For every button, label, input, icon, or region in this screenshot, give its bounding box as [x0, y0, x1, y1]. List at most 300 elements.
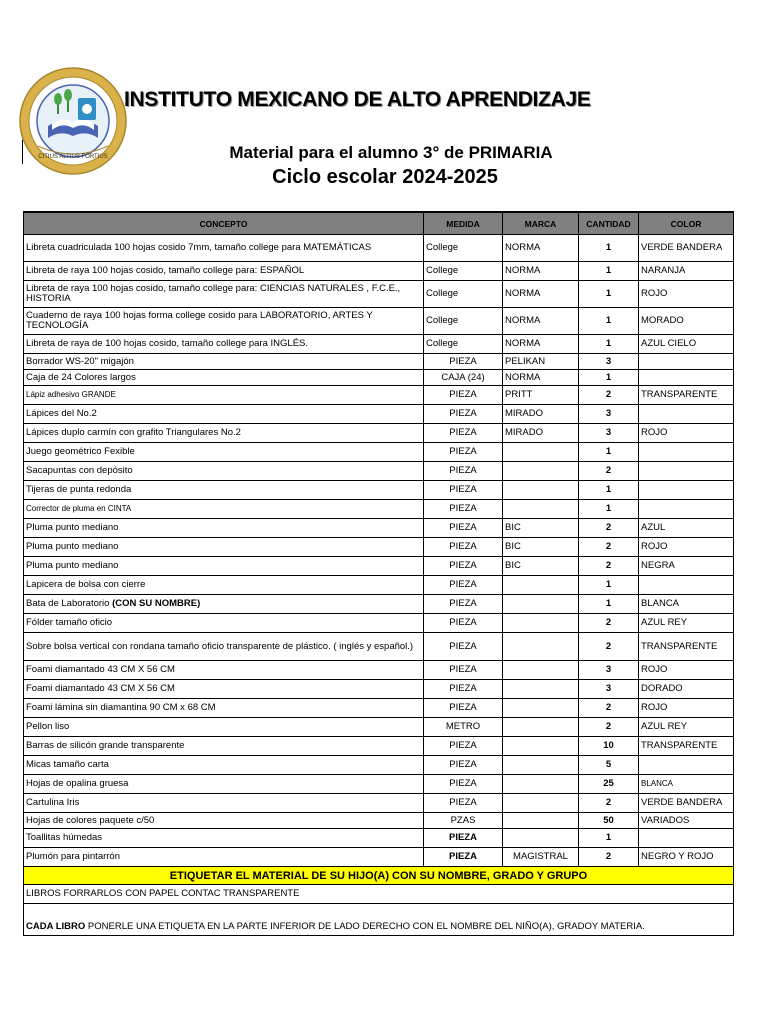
unit-cell — [424, 462, 503, 481]
color-cell — [639, 737, 734, 756]
unit-cell — [424, 680, 503, 699]
quantity-cell — [579, 235, 639, 262]
brand-cell-text: NORMA — [505, 371, 541, 383]
concept-cell-text: Libreta cuadriculada 100 hojas cosido 7mm, tamaño college para MATEMÁTICAS — [26, 242, 372, 253]
quantity-cell — [579, 614, 639, 633]
concept-cell — [24, 661, 424, 680]
quantity-cell-text: 1 — [605, 579, 612, 590]
color-cell — [639, 813, 734, 829]
brand-cell-text: PRITT — [505, 389, 533, 400]
brand-cell — [503, 335, 579, 354]
quantity-cell — [579, 405, 639, 424]
table-row — [24, 500, 734, 519]
unit-cell-text: PIEZA — [449, 355, 477, 367]
concept-cell — [24, 829, 424, 848]
brand-cell-text: NORMA — [505, 265, 541, 276]
color-cell — [639, 614, 734, 633]
quantity-cell — [579, 386, 639, 405]
quantity-cell-text: 1 — [605, 338, 612, 349]
unit-cell — [424, 262, 503, 281]
unit-cell — [424, 370, 503, 386]
unit-cell — [424, 424, 503, 443]
color-cell — [639, 557, 734, 576]
color-cell-text: AZUL REY — [641, 617, 688, 628]
quantity-cell-text: 2 — [605, 617, 612, 628]
color-cell-text: BLANCA — [641, 779, 674, 788]
brand-cell-text: BIC — [505, 560, 521, 571]
concept-cell-text: Borrador WS-20" migajón — [26, 355, 134, 367]
table-row — [24, 308, 734, 335]
column-header: CANTIDAD — [579, 212, 639, 235]
quantity-cell — [579, 262, 639, 281]
quantity-cell — [579, 281, 639, 308]
book-label-note — [24, 904, 734, 936]
column-header: CONCEPTO — [24, 212, 424, 235]
unit-cell — [424, 443, 503, 462]
unit-cell-text: PIEZA — [449, 560, 477, 571]
unit-cell-text: PIEZA — [449, 851, 477, 862]
concept-cell — [24, 424, 424, 443]
color-cell-text: ROJO — [641, 288, 668, 299]
unit-cell-text: PIEZA — [449, 797, 477, 808]
concept-cell-text: Libreta de raya 100 hojas cosido, tamaño college para: ESPAÑOL — [26, 265, 305, 276]
table-row — [24, 538, 734, 557]
color-cell — [639, 699, 734, 718]
brand-cell-text: BIC — [505, 541, 521, 552]
quantity-cell-text: 50 — [603, 814, 614, 826]
color-cell-text: ROJO — [641, 664, 668, 675]
color-cell — [639, 281, 734, 308]
table-row — [24, 813, 734, 829]
unit-cell — [424, 813, 503, 829]
brand-cell — [503, 614, 579, 633]
quantity-cell — [579, 576, 639, 595]
concept-cell-text: Libreta de raya de 100 hojas cosido, tamaño college para INGLÉS. — [26, 338, 309, 349]
unit-cell-text: PIEZA — [449, 617, 477, 628]
unit-cell-text: PIEZA — [449, 408, 477, 419]
concept-cell — [24, 614, 424, 633]
concept-cell-text: Plumón para pintarrón — [26, 851, 120, 862]
quantity-cell-text: 3 — [605, 355, 612, 367]
quantity-cell — [579, 775, 639, 794]
concept-cell — [24, 519, 424, 538]
quantity-cell-text: 2 — [605, 465, 612, 476]
color-cell — [639, 481, 734, 500]
quantity-cell — [579, 633, 639, 661]
unit-cell-text: PIEZA — [449, 832, 477, 843]
concept-cell-text: Lápiz adhesivo GRANDE — [26, 390, 116, 399]
concept-cell-text: Libreta de raya 100 hojas cosido, tamaño college para: CIENCIAS NATURALES , F.C.E., HISTORIA — [26, 283, 401, 304]
unit-cell — [424, 308, 503, 335]
concept-cell — [24, 794, 424, 813]
quantity-cell-text: 2 — [605, 702, 612, 713]
quantity-cell-text: 1 — [605, 265, 612, 276]
quantity-cell-text: 3 — [605, 408, 612, 419]
color-cell — [639, 443, 734, 462]
color-cell — [639, 848, 734, 867]
color-cell — [639, 386, 734, 405]
table-row — [24, 281, 734, 308]
table-row — [24, 405, 734, 424]
color-cell — [639, 424, 734, 443]
brand-cell-text: BIC — [505, 522, 521, 533]
concept-cell — [24, 335, 424, 354]
column-header: MARCA — [503, 212, 579, 235]
unit-cell-text: PIEZA — [449, 702, 477, 713]
concept-cell — [24, 538, 424, 557]
concept-cell — [24, 680, 424, 699]
color-cell-text: ROJO — [641, 427, 668, 438]
brand-cell — [503, 308, 579, 335]
color-cell — [639, 354, 734, 370]
unit-cell-text: PIEZA — [449, 778, 477, 789]
brand-cell-text: MIRADO — [505, 408, 543, 419]
color-cell-text: TRANSPARENTE — [641, 389, 718, 400]
quantity-cell — [579, 443, 639, 462]
book-label-note-text: PONERLE UNA ETIQUETA EN LA PARTE INFERIOR DE LADO DERECHO CON EL NOMBRE DEL NIÑO(A), GRADOY MATERIA. — [85, 921, 645, 932]
concept-cell — [24, 576, 424, 595]
color-cell — [639, 519, 734, 538]
label-notice-row — [24, 867, 734, 885]
brand-cell-text: NORMA — [505, 242, 541, 253]
unit-cell — [424, 500, 503, 519]
unit-cell-text: METRO — [445, 721, 481, 732]
quantity-cell-text: 1 — [605, 446, 612, 457]
column-header: MEDIDA — [424, 212, 503, 235]
quantity-cell-text: 2 — [605, 721, 612, 732]
concept-cell-text: Lápices duplo carmín con grafito Triangulares No.2 — [26, 427, 241, 438]
unit-cell — [424, 281, 503, 308]
unit-cell — [424, 519, 503, 538]
concept-cell-text: Sacapuntas con depósito — [26, 465, 133, 476]
table-row — [24, 737, 734, 756]
table-row — [24, 424, 734, 443]
unit-cell — [424, 718, 503, 737]
brand-cell — [503, 633, 579, 661]
color-cell-text: VERDE BANDERA — [641, 797, 723, 808]
color-cell — [639, 500, 734, 519]
brand-cell — [503, 848, 579, 867]
unit-cell-text: PZAS — [450, 814, 476, 826]
unit-cell — [424, 595, 503, 614]
unit-cell-text: College — [426, 242, 459, 253]
concept-cell-text: Pluma punto mediano — [26, 522, 119, 533]
column-header: COLOR — [639, 212, 734, 235]
color-cell — [639, 661, 734, 680]
color-cell — [639, 462, 734, 481]
brand-cell — [503, 354, 579, 370]
unit-cell-text: PIEZA — [449, 759, 477, 770]
quantity-cell-text: 2 — [605, 389, 612, 400]
unit-cell — [424, 614, 503, 633]
table-row — [24, 335, 734, 354]
table-row — [24, 370, 734, 386]
brand-cell — [503, 281, 579, 308]
table-row — [24, 614, 734, 633]
brand-cell — [503, 756, 579, 775]
institute-name: INSTITUTO MEXICANO DE ALTO APRENDIZAJE — [124, 88, 591, 111]
unit-cell-text: PIEZA — [449, 522, 477, 533]
color-cell-text: AZUL REY — [641, 721, 688, 732]
document-subtitle: Material para el alumno 3° de PRIMARIA — [229, 143, 553, 162]
quantity-cell — [579, 699, 639, 718]
color-cell — [639, 335, 734, 354]
concept-cell — [24, 386, 424, 405]
concept-cell-text: Cuaderno de raya 100 hojas forma college cosido para LABORATORIO, ARTES Y TECNOLOGÍA — [26, 310, 373, 331]
concept-cell — [24, 462, 424, 481]
unit-cell — [424, 538, 503, 557]
table-row — [24, 633, 734, 661]
unit-cell-text: PIEZA — [449, 598, 477, 609]
quantity-cell — [579, 538, 639, 557]
unit-cell — [424, 756, 503, 775]
concept-cell — [24, 775, 424, 794]
quantity-cell — [579, 308, 639, 335]
brand-cell-text: MAGISTRAL — [513, 851, 568, 862]
book-cover-note-row — [24, 885, 734, 904]
brand-cell — [503, 481, 579, 500]
quantity-cell — [579, 595, 639, 614]
color-cell — [639, 370, 734, 386]
quantity-cell-text: 1 — [605, 242, 612, 253]
quantity-cell-text: 2 — [605, 541, 612, 552]
quantity-cell — [579, 737, 639, 756]
concept-cell-text: Toallitas húmedas — [26, 832, 103, 843]
unit-cell — [424, 335, 503, 354]
concept-cell — [24, 370, 424, 386]
concept-cell — [24, 262, 424, 281]
concept-cell — [24, 443, 424, 462]
table-row — [24, 386, 734, 405]
concept-cell-text: Pluma punto mediano — [26, 560, 119, 571]
unit-cell — [424, 235, 503, 262]
color-cell-text: NEGRA — [641, 560, 675, 571]
quantity-cell-text: 1 — [605, 484, 612, 495]
unit-cell — [424, 829, 503, 848]
quantity-cell-text: 2 — [605, 522, 612, 533]
unit-cell — [424, 661, 503, 680]
brand-cell — [503, 443, 579, 462]
unit-cell — [424, 576, 503, 595]
brand-cell — [503, 813, 579, 829]
unit-cell — [424, 848, 503, 867]
unit-cell-text: PIEZA — [449, 683, 477, 694]
unit-cell — [424, 557, 503, 576]
quantity-cell — [579, 424, 639, 443]
concept-emphasis: (CON SU NOMBRE) — [112, 598, 201, 609]
brand-cell — [503, 557, 579, 576]
concept-cell — [24, 718, 424, 737]
concept-cell — [24, 557, 424, 576]
unit-cell-text: College — [426, 338, 459, 349]
concept-cell — [24, 481, 424, 500]
brand-cell-text: PELIKAN — [505, 355, 546, 367]
table-row — [24, 848, 734, 867]
table-row — [24, 576, 734, 595]
table-row — [24, 354, 734, 370]
quantity-cell — [579, 557, 639, 576]
concept-cell-text: Lápices del No.2 — [26, 408, 97, 419]
unit-cell-text: PIEZA — [449, 484, 477, 495]
concept-cell-text: Micas tamaño carta — [26, 759, 109, 770]
brand-cell — [503, 595, 579, 614]
unit-cell-text: CAJA (24) — [441, 371, 485, 383]
brand-cell-text: MIRADO — [505, 427, 543, 438]
unit-cell-text: PIEZA — [449, 446, 477, 457]
quantity-cell — [579, 354, 639, 370]
color-cell-text: ROJO — [641, 702, 668, 713]
concept-cell-text: Pluma punto mediano — [26, 541, 119, 552]
brand-cell — [503, 699, 579, 718]
concept-cell — [24, 737, 424, 756]
unit-cell-text: College — [426, 288, 459, 299]
color-cell — [639, 595, 734, 614]
concept-cell-text: Foami diamantado 43 CM X 56 CM — [26, 683, 175, 694]
concept-cell — [24, 756, 424, 775]
concept-cell — [24, 813, 424, 829]
unit-cell-text: PIEZA — [449, 640, 477, 652]
color-cell — [639, 756, 734, 775]
brand-cell — [503, 829, 579, 848]
concept-cell-text: Foami lámina sin diamantina 90 CM x 68 CM — [26, 702, 216, 713]
quantity-cell — [579, 813, 639, 829]
table-row — [24, 680, 734, 699]
color-cell-text: BLANCA — [641, 598, 680, 609]
book-label-note-lead: CADA LIBRO — [26, 921, 86, 932]
color-cell — [639, 308, 734, 335]
quantity-cell-text: 2 — [605, 640, 612, 652]
unit-cell — [424, 386, 503, 405]
concept-cell — [24, 500, 424, 519]
unit-cell-text: PIEZA — [449, 503, 477, 514]
table-row — [24, 443, 734, 462]
color-cell-text: NEGRO Y ROJO — [641, 851, 714, 862]
quantity-cell — [579, 500, 639, 519]
table-row — [24, 462, 734, 481]
color-cell-text: AZUL — [641, 522, 666, 533]
color-cell-text: VERDE BANDERA — [641, 242, 723, 253]
concept-cell — [24, 633, 424, 661]
brand-cell — [503, 424, 579, 443]
brand-cell — [503, 519, 579, 538]
brand-cell — [503, 500, 579, 519]
color-cell — [639, 235, 734, 262]
book-label-note-row — [24, 904, 734, 936]
table-row — [24, 235, 734, 262]
quantity-cell-text: 25 — [603, 778, 614, 789]
unit-cell — [424, 481, 503, 500]
unit-cell-text: PIEZA — [449, 740, 477, 751]
quantity-cell-text: 2 — [605, 797, 612, 808]
quantity-cell — [579, 829, 639, 848]
brand-cell — [503, 794, 579, 813]
brand-cell — [503, 462, 579, 481]
concept-cell-text: Foami diamantado 43 CM X 56 CM — [26, 664, 175, 675]
quantity-cell — [579, 370, 639, 386]
quantity-cell-text: 10 — [603, 740, 614, 751]
concept-cell — [24, 595, 424, 614]
unit-cell — [424, 737, 503, 756]
concept-cell-text: Tijeras de punta redonda — [26, 484, 132, 495]
table-row — [24, 262, 734, 281]
table-row — [24, 829, 734, 848]
color-cell-text: MORADO — [641, 315, 684, 326]
color-cell-text: DORADO — [641, 683, 683, 694]
color-cell — [639, 794, 734, 813]
quantity-cell — [579, 680, 639, 699]
quantity-cell — [579, 335, 639, 354]
unit-cell-text: PIEZA — [449, 664, 477, 675]
quantity-cell-text: 3 — [605, 427, 612, 438]
quantity-cell — [579, 718, 639, 737]
concept-cell-text: Caja de 24 Colores largos — [26, 371, 136, 383]
concept-cell — [24, 281, 424, 308]
brand-cell-text: NORMA — [505, 338, 541, 349]
unit-cell — [424, 794, 503, 813]
quantity-cell-text: 1 — [605, 371, 612, 383]
unit-cell-text: PIEZA — [449, 541, 477, 552]
color-cell — [639, 576, 734, 595]
color-cell — [639, 538, 734, 557]
unit-cell-text: PIEZA — [449, 389, 477, 400]
color-cell-text: VARIADOS — [641, 814, 690, 826]
unit-cell-text: College — [426, 265, 459, 276]
table-row — [24, 595, 734, 614]
color-cell — [639, 405, 734, 424]
quantity-cell — [579, 794, 639, 813]
brand-cell — [503, 680, 579, 699]
quantity-cell-text: 1 — [605, 832, 612, 843]
unit-cell-text: PIEZA — [449, 579, 477, 590]
brand-cell — [503, 576, 579, 595]
brand-cell — [503, 405, 579, 424]
brand-cell — [503, 386, 579, 405]
quantity-cell-text: 1 — [605, 503, 612, 514]
brand-cell — [503, 661, 579, 680]
unit-cell — [424, 405, 503, 424]
seal-motto: CITIUS ALTIUS FORTIUS — [38, 154, 108, 160]
table-row — [24, 775, 734, 794]
concept-cell — [24, 405, 424, 424]
table-row — [24, 481, 734, 500]
color-cell-text: TRANSPARENTE — [641, 640, 718, 652]
color-cell-text: ROJO — [641, 541, 668, 552]
table-row — [24, 661, 734, 680]
book-cover-note: LIBROS FORRARLOS CON PAPEL CONTAC TRANSPARENTE — [24, 885, 734, 904]
page-header — [0, 0, 768, 210]
quantity-cell — [579, 756, 639, 775]
concept-cell-text: Fólder tamaño oficio — [26, 617, 113, 628]
brand-cell — [503, 737, 579, 756]
table-row — [24, 718, 734, 737]
school-year: Ciclo escolar 2024-2025 — [272, 166, 498, 188]
color-cell-text: TRANSPARENTE — [641, 740, 718, 751]
concept-cell-text: Corrector de pluma en CINTA — [26, 504, 132, 513]
concept-cell-text: Bata de Laboratorio — [26, 598, 113, 609]
concept-cell-text: Cartulina Iris — [26, 797, 80, 808]
unit-cell-text: PIEZA — [449, 427, 477, 438]
quantity-cell-text: 3 — [605, 664, 612, 675]
concept-cell-text: Sobre bolsa vertical con rondana tamaño oficio transparente de plástico. ( inglés y español.) — [26, 640, 414, 652]
quantity-cell-text: 1 — [605, 315, 612, 326]
concept-cell-text: Hojas de opalina gruesa — [26, 778, 129, 789]
brand-cell — [503, 718, 579, 737]
table-row — [24, 794, 734, 813]
color-cell — [639, 775, 734, 794]
table-header-row — [24, 212, 734, 235]
unit-cell-text: PIEZA — [449, 465, 477, 476]
table-row — [24, 557, 734, 576]
